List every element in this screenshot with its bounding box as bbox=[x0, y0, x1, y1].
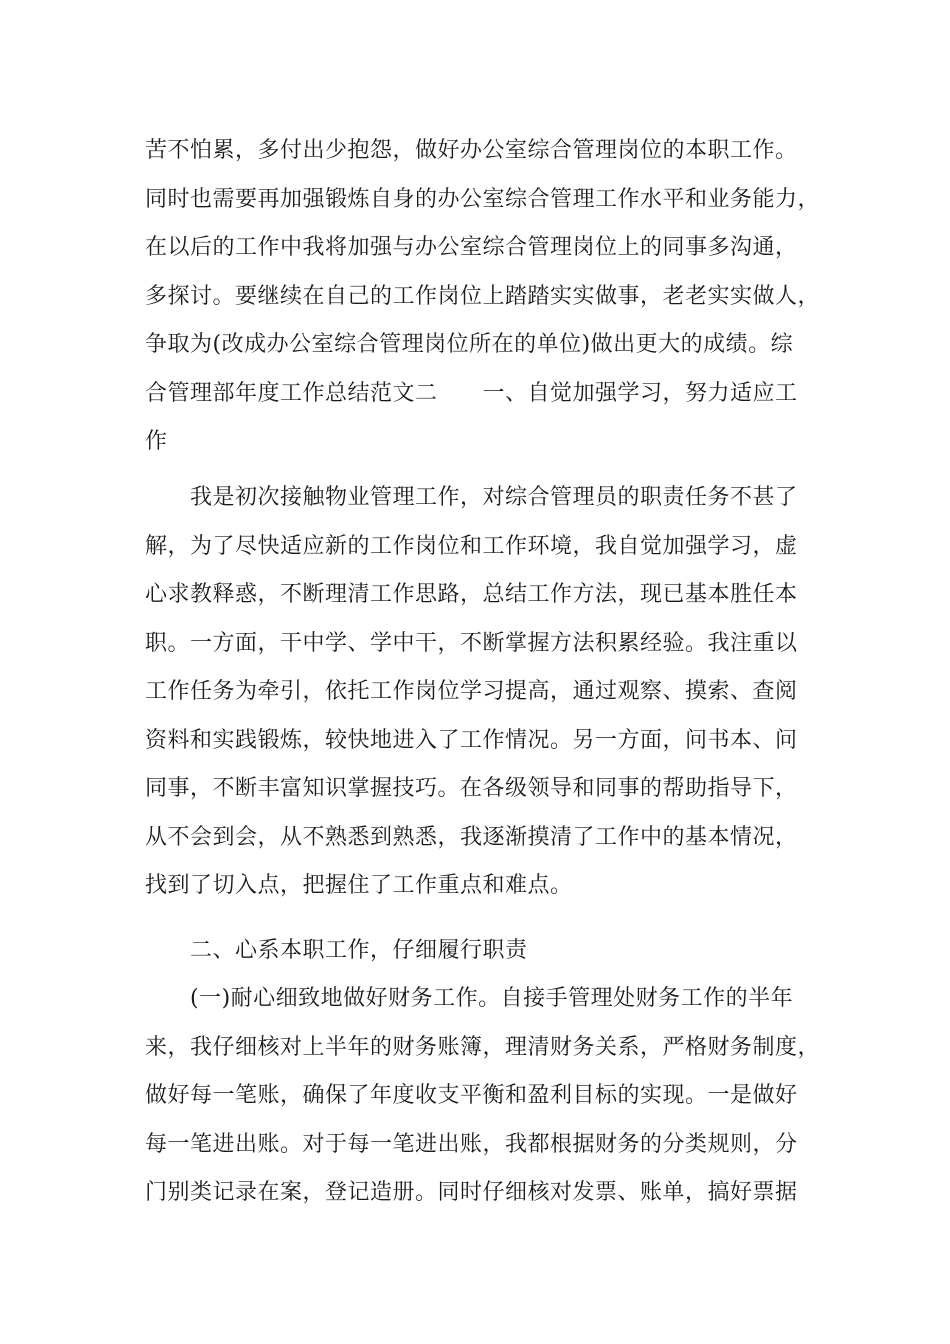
text-line: 工作任务为牵引，依托工作岗位学习提高，通过观察、摸索、查阅 bbox=[145, 679, 798, 704]
text-line: 多探讨。要继续在自己的工作岗位上踏踏实实做事，老老实实做人， bbox=[145, 283, 821, 309]
text-line: 资料和实践锻炼，较快地进入了工作情况。另一方面，问书本、问 bbox=[145, 727, 798, 753]
text-line: 合管理部年度工作总结范文二 一、自觉加强学习，努力适应工 bbox=[145, 380, 798, 406]
text-line: (一)耐心细致地做好财务工作。自接手管理处财务工作的半年 bbox=[190, 986, 794, 1011]
text-line: 解，为了尽快适应新的工作岗位和工作环境，我自觉加强学习，虚 bbox=[145, 533, 798, 559]
text-line: 职。一方面，干中学、学中干，不断掌握方法积累经验。我注重以 bbox=[145, 630, 798, 656]
text-line: 苦不怕累，多付出少抱怨，做好办公室综合管理岗位的本职工作。 bbox=[145, 138, 798, 163]
text-line: 来，我仔细核对上半年的财务账簿，理清财务关系，严格财务制度， bbox=[145, 1034, 821, 1060]
paragraph-learning bbox=[145, 474, 815, 911]
text-line: 争取为(改成办公室综合管理岗位所在的单位)做出更大的成绩。综 bbox=[145, 332, 794, 357]
text-line: 我是初次接触物业管理工作，对综合管理员的职责任务不甚了 bbox=[190, 485, 798, 510]
text-line: 做好每一笔账，确保了年度收支平衡和盈利目标的实现。一是做好 bbox=[145, 1083, 798, 1108]
text-line: 每一笔进出账。对于每一笔进出账，我都根据财务的分类规则，分 bbox=[145, 1131, 798, 1157]
text-line: 在以后的工作中我将加强与办公室综合管理岗位上的同事多沟通， bbox=[145, 235, 798, 260]
section-heading bbox=[145, 927, 815, 976]
text-line: 门别类记录在案，登记造册。同时仔细核对发票、账单，搞好票据 bbox=[145, 1180, 798, 1205]
section-heading-text: 二、心系本职工作，仔细履行职责 bbox=[190, 938, 528, 963]
text-line: 同事，不断丰富知识掌握技巧。在各级领导和同事的帮助指导下， bbox=[145, 776, 798, 801]
text-line: 作 bbox=[145, 429, 168, 454]
text-line: 找到了切入点，把握住了工作重点和难点。 bbox=[145, 873, 573, 898]
text-line: 从不会到会，从不熟悉到熟悉，我逐渐摸清了工作中的基本情况， bbox=[145, 824, 798, 850]
text-line: 心求教释惑，不断理清工作思路，总结工作方法，现已基本胜任本 bbox=[145, 582, 798, 607]
paragraph-finance bbox=[145, 975, 821, 1218]
paragraph-continuation bbox=[145, 127, 821, 467]
text-line: 同时也需要再加强锻炼自身的办公室综合管理工作水平和业务能力， bbox=[145, 186, 821, 212]
